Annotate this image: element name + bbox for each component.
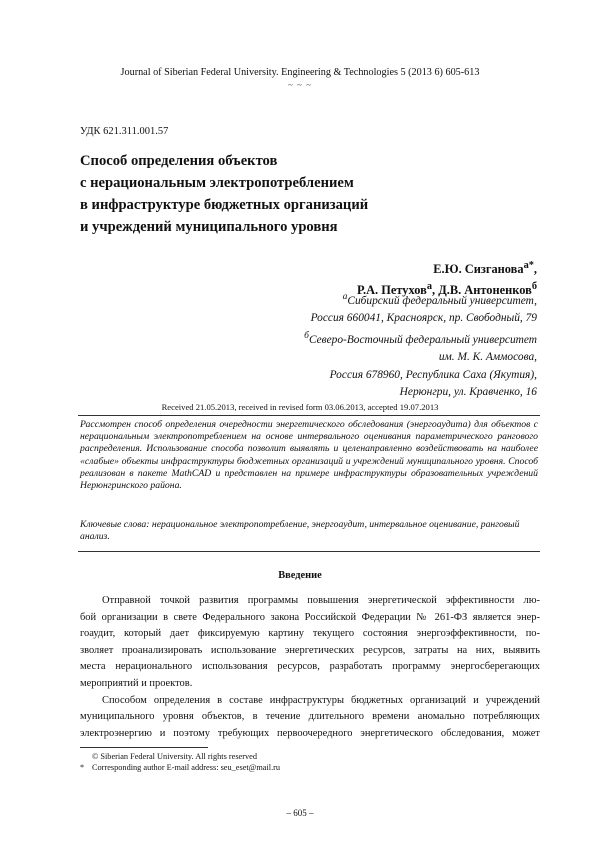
author-affil-mark: а — [426, 281, 432, 293]
text-line: Отправной точкой развития программы повышения энергетической эффективности лю- — [102, 595, 540, 606]
paragraph — [80, 593, 540, 693]
abstract-top-rule — [78, 415, 540, 416]
affiliation-line: Россия 660041, Красноярск, пр. Свободный, 79 — [310, 312, 537, 325]
journal-header: Journal of Siberian Federal University. Engineering & Technologies 5 (2013 6) 605-613 — [120, 67, 480, 78]
abstract: Рассмотрен способ определения очередности энергетического обследования (энергоаудита) для объектов с нерациональным электропотреблением на основе интервального оценивания параметрического рангового распределения. Использование способа позволит выявлять и целенаправленно воздействовать на наиболее «слабые» объекты инфраструктуры бюджетных организаций и учреждений муниципального уровня. Способ реализован в пакете MathCAD и представлен на примере инфраструктуры образовательных учреждений Нерюнгринского района. — [80, 419, 538, 492]
text-line: мероприятий и проектов. — [80, 677, 193, 689]
author-sep: , — [533, 262, 537, 277]
text-line: Способом определения в составе инфраструктуры бюджетных организаций и учреждений — [102, 694, 540, 706]
affiliation-line: Россия 678960, Республика Саха (Якутия), — [329, 368, 537, 381]
affiliations — [304, 289, 537, 402]
page-number: – 605 – — [286, 808, 314, 818]
text-line: электроэнергию и поэтому требующих первоочередного энергетического обследования, может — [80, 727, 540, 739]
affiliation-line: им. М. К. Аммосова, — [438, 351, 537, 364]
affiliation-line: $^б$Северо-Восточный федеральный университет — [304, 330, 537, 346]
author-affil-mark: б — [531, 281, 537, 293]
title-line: с нерациональным электропотреблением — [80, 175, 354, 191]
author-sep: , — [431, 283, 436, 298]
section-heading: Введение — [278, 570, 322, 581]
abstract-bottom-rule — [78, 551, 540, 552]
udk-code: УДК 621.311.001.57 — [80, 126, 169, 137]
author-name: Д.В. Антоненков — [438, 283, 532, 298]
text-line: места нерационального использования ресурсов, разработать программу энергосберегающих — [80, 661, 540, 673]
header-ornament: ~ ~ ~ — [287, 80, 313, 90]
author-name: Е.Ю. Сизганова — [433, 262, 524, 277]
title-line: Способ определения объектов — [80, 153, 278, 169]
author-affil-mark: а* — [523, 260, 534, 271]
affil-mark: а — [342, 292, 348, 302]
author-name: Р.А. Петухов — [356, 283, 427, 298]
title-line: и учреждений муниципального уровня — [80, 219, 338, 235]
text-line: бой организации в свете Федерального закона Российской Федерации № 261-ФЗ является энер- — [80, 611, 540, 623]
text-line: зволяет проанализировать использование энергетических ресурсов, затраты на них, выявить — [80, 644, 540, 656]
affil-mark: б — [304, 330, 309, 341]
title-line: в инфраструктуре бюджетных организаций — [80, 197, 369, 213]
keywords: Ключевые слова: нерациональное электропотребление, энергоаудит, интервальное оценивание, ранговый анализ. — [80, 519, 520, 543]
footnote-rule — [80, 747, 208, 748]
text-line: гоаудит, который дает фиксируемую картину текущего состояния энергоэффективности, по- — [80, 628, 540, 640]
paragraph — [80, 693, 540, 743]
affiliation-line: $^а$Сибирский федеральный университет, — [342, 292, 537, 307]
received-dates: Received 21.05.2013, received in revised form 03.06.2013, accepted 19.07.2013 — [161, 402, 439, 412]
article-title — [80, 150, 368, 238]
body-text — [80, 593, 540, 742]
affiliation-line: Нерюнгри, ул. Кравченко, 16 — [399, 386, 537, 399]
footnote-corresponding-author: * Corresponding author E-mail address: seu_eset@mail.ru — [80, 763, 281, 772]
footnotes — [80, 751, 280, 773]
author-line-1 — [357, 257, 537, 278]
text-line: муниципального уровня объектов, в течение длительного времени аномально потребляющих — [80, 711, 540, 723]
footnote-copyright: © Siberian Federal University. All rights reserved — [92, 752, 257, 761]
